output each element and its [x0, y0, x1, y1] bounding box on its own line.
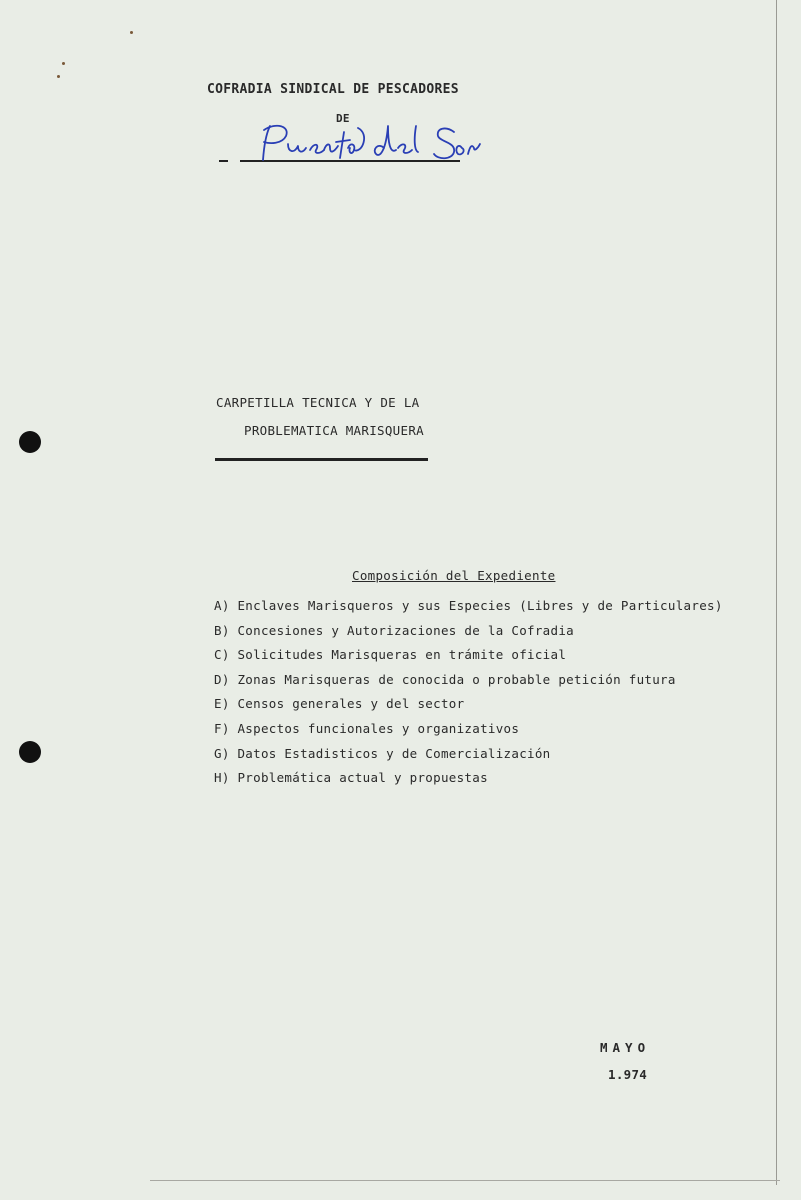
paper-speck: [130, 31, 133, 34]
list-item: H) Problemática actual y propuestas: [214, 770, 488, 786]
paper-speck: [57, 75, 60, 78]
page-edge-line: [776, 0, 777, 1185]
list-item: B) Concesiones y Autorizaciones de la Cofradia: [214, 622, 574, 638]
organization-name: COFRADIA SINDICAL DE PESCADORES: [207, 82, 459, 97]
handwritten-place-name: [258, 120, 488, 172]
document-title-line-1: CARPETILLA TECNICA Y DE LA: [216, 395, 420, 410]
composition-list: [214, 598, 723, 795]
organization-preposition: DE: [336, 112, 350, 125]
list-item: C) Solicitudes Marisqueras en trámite oficial: [214, 647, 567, 663]
list-item: F) Aspectos funcionales y organizativos: [214, 720, 520, 736]
rule-dash: [219, 160, 228, 162]
list-item: G) Datos Estadisticos y de Comercialización: [214, 745, 551, 761]
list-item: E) Censos generales y del sector: [214, 696, 465, 712]
composition-heading: Composición del Expediente: [352, 568, 556, 583]
punch-hole: [19, 431, 41, 453]
document-title-line-2: PROBLEMATICA MARISQUERA: [244, 423, 424, 438]
title-rule: [215, 458, 428, 461]
page-bottom-line: [150, 1180, 780, 1181]
list-item: D) Zonas Marisqueras de conocida o probable petición futura: [214, 671, 676, 687]
list-item: A) Enclaves Marisqueros y sus Especies (Libres y de Particulares): [214, 598, 723, 613]
date-month: MAYO: [600, 1040, 651, 1055]
punch-hole: [19, 741, 41, 763]
paper-speck: [62, 62, 65, 65]
date-year: 1.974: [608, 1067, 648, 1082]
